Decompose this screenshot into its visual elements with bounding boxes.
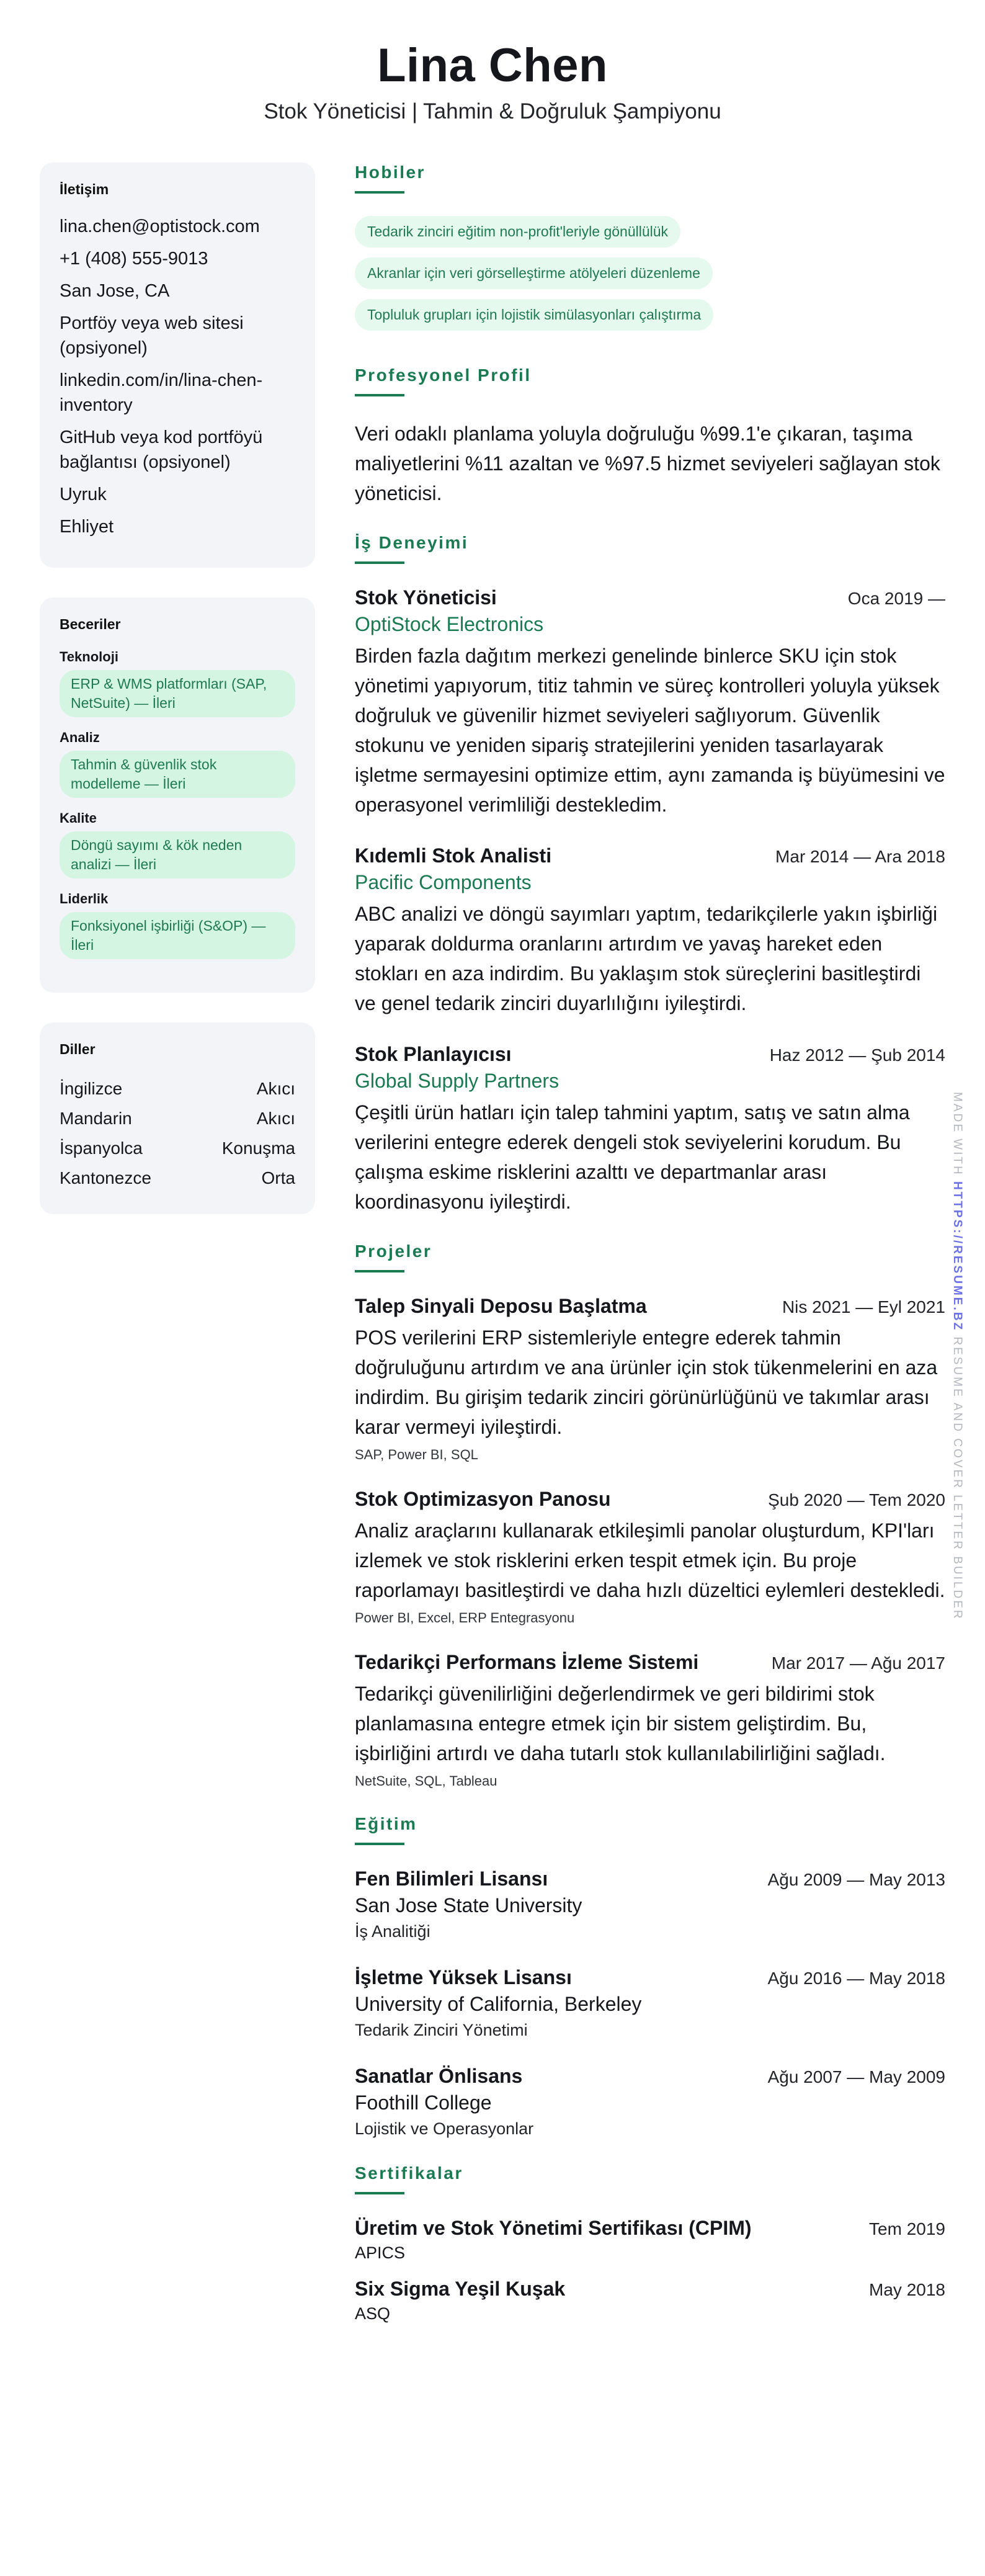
education-entry bbox=[355, 1867, 945, 1941]
education-entry bbox=[355, 2065, 945, 2139]
certification-date: Tem 2019 bbox=[869, 2219, 945, 2238]
builder-credit bbox=[950, 1092, 964, 1621]
contact-phone[interactable]: +1 (408) 555-9013 bbox=[60, 249, 208, 269]
certification-name: Üretim ve Stok Yönetimi Sertifikası (CPIM) bbox=[355, 2217, 752, 2239]
credit-link[interactable]: HTTPS://RESUME.BZ bbox=[951, 1181, 964, 1332]
section-title: Profesyonel Profil bbox=[355, 365, 532, 385]
certification-issuer: APICS bbox=[355, 2243, 406, 2262]
education-entry bbox=[355, 1966, 945, 2040]
project-date: Şub 2020 — Tem 2020 bbox=[768, 1490, 945, 1509]
education-date: Ağu 2007 — May 2009 bbox=[767, 2067, 945, 2086]
skill-group bbox=[60, 649, 295, 717]
languages-card bbox=[40, 1022, 315, 1214]
job-date: Haz 2012 — Şub 2014 bbox=[769, 1045, 945, 1065]
section-divider bbox=[355, 2192, 404, 2194]
section-title: Projeler bbox=[355, 1241, 432, 1261]
hobbies-section bbox=[355, 163, 945, 341]
certification-issuer: ASQ bbox=[355, 2304, 391, 2323]
experience-entry bbox=[355, 844, 945, 1018]
contact-linkedin[interactable]: linkedin.com/in/lina-chen-inventory bbox=[60, 370, 263, 415]
degree-name: Fen Bilimleri Lisansı bbox=[355, 1867, 548, 1890]
project-description: POS verilerini ERP sistemleriyle entegre ederek tahmin doğruluğunu artırdım ve ana ürünler için stok tükenmelerini en aza indirdim. Bu girişim tedarik zinciri görünürlüğünü ve takımlar arası karar vermeyi iyileştirdi. bbox=[355, 1326, 938, 1438]
resume-header bbox=[0, 0, 985, 124]
skill-group bbox=[60, 730, 295, 798]
project-name: Stok Optimizasyon Panosu bbox=[355, 1488, 611, 1510]
skill-category: Kalite bbox=[60, 810, 97, 826]
language-row bbox=[60, 1104, 295, 1134]
language-level: Konuşma bbox=[221, 1138, 295, 1158]
project-description: Analiz araçlarını kullanarak etkileşimli panolar oluşturdum, KPI'ları izlemek ve stok risklerini erken tespit etmek için. Bu proje raporlamayı basitleştirdi ve daha hızlı düzeltici eylemleri destekledi. bbox=[355, 1519, 945, 1601]
field-of-study: Tedarik Zinciri Yönetimi bbox=[355, 2021, 528, 2039]
hobby-pill: Akranlar için veri görselleştirme atölyeleri düzenleme bbox=[355, 257, 713, 289]
experience-entry bbox=[355, 1043, 945, 1217]
certifications-section bbox=[355, 2163, 945, 2323]
education-date: Ağu 2009 — May 2013 bbox=[767, 1870, 945, 1889]
language-name: Mandarin bbox=[60, 1109, 132, 1128]
language-name: İngilizce bbox=[60, 1079, 123, 1098]
project-date: Mar 2017 — Ağu 2017 bbox=[771, 1653, 945, 1673]
resume-body bbox=[40, 163, 945, 2348]
school-name: Foothill College bbox=[355, 2091, 492, 2114]
project-entry bbox=[355, 1488, 945, 1626]
project-name: Tedarikçi Performans İzleme Sistemi bbox=[355, 1651, 699, 1673]
project-tools: SAP, Power BI, SQL bbox=[355, 1447, 478, 1462]
job-date: Oca 2019 — bbox=[847, 589, 945, 608]
job-description: Birden fazla dağıtım merkezi genelinde binlerce SKU için stok yönetimi yapıyorum, titiz tahmin ve süreç kontrolleri yoluyla yüksek doğruluk ve güvenilir hizmet seviyeleri sağlıyorum. Güvenlik stokunu ve yeniden sipariş stratejilerini yeniden tasarlayarak işletme sermayesini optimize ettim, aynı zamanda iş büyümesini ve operasyonel verimliliği destekledim. bbox=[355, 645, 945, 816]
language-row bbox=[60, 1134, 295, 1163]
main-column bbox=[355, 163, 945, 2348]
section-divider bbox=[355, 561, 404, 564]
certification-date: May 2018 bbox=[869, 2280, 945, 2299]
credit-suffix: RESUME AND COVER LETTER BUILDER bbox=[951, 1336, 964, 1621]
section-title: İş Deneyimi bbox=[355, 533, 469, 552]
profile-text: Veri odaklı planlama yoluyla doğruluğu %99.1'e çıkaran, taşıma maliyetlerini %11 azaltan ve %97.5 hizmet seviyeleri sağlayan stok yöneticisi. bbox=[355, 423, 940, 504]
language-name: İspanyolca bbox=[60, 1138, 143, 1158]
experience-section bbox=[355, 533, 945, 1217]
section-title: Hobiler bbox=[355, 163, 426, 182]
contact-email[interactable]: lina.chen@optistock.com bbox=[60, 217, 260, 236]
school-name: San Jose State University bbox=[355, 1894, 582, 1916]
field-of-study: İş Analitiği bbox=[355, 1922, 430, 1941]
job-title: Stok Yöneticisi bbox=[355, 586, 497, 609]
job-title: Kıdemli Stok Analisti bbox=[355, 844, 552, 867]
contact-card bbox=[40, 163, 315, 568]
contact-portfolio: Portföy veya web sitesi (opsiyonel) bbox=[60, 313, 244, 358]
contact-title: İletişim bbox=[60, 181, 109, 197]
section-divider bbox=[355, 191, 404, 194]
education-section bbox=[355, 1814, 945, 2139]
languages-title: Diller bbox=[60, 1041, 96, 1057]
project-date: Nis 2021 — Eyl 2021 bbox=[782, 1297, 945, 1317]
company-name: Pacific Components bbox=[355, 871, 532, 893]
candidate-tagline: Stok Yöneticisi | Tahmin & Doğruluk Şampiyonu bbox=[264, 99, 721, 123]
job-date: Mar 2014 — Ara 2018 bbox=[775, 847, 945, 866]
skill-group bbox=[60, 810, 295, 879]
contact-github: GitHub veya kod portföyü bağlantısı (opsiyonel) bbox=[60, 427, 263, 472]
section-divider bbox=[355, 1270, 404, 1272]
skill-category: Teknoloji bbox=[60, 649, 118, 664]
language-level: Akıcı bbox=[256, 1079, 295, 1098]
school-name: University of California, Berkeley bbox=[355, 1993, 642, 2015]
job-title: Stok Planlayıcısı bbox=[355, 1043, 512, 1065]
candidate-name: Lina Chen bbox=[377, 39, 608, 92]
project-description: Tedarikçi güvenilirliğini değerlendirmek ve geri bildirimi stok planlamasına entegre etmek için bir sistem geliştirdim. Bu, işbirliğini artırdı ve daha tutarlı stok kullanılabilirliğini sağladı. bbox=[355, 1683, 886, 1764]
section-divider bbox=[355, 1843, 404, 1845]
skill-pill: Fonksiyonel işbirliği (S&OP) — İleri bbox=[60, 912, 295, 959]
degree-name: Sanatlar Önlisans bbox=[355, 2065, 523, 2087]
language-level: Orta bbox=[261, 1168, 295, 1187]
hobby-pill: Topluluk grupları için lojistik simülasyonları çalıştırma bbox=[355, 299, 713, 331]
profile-section bbox=[355, 365, 945, 508]
skill-category: Liderlik bbox=[60, 891, 109, 906]
project-tools: NetSuite, SQL, Tableau bbox=[355, 1773, 497, 1789]
field-of-study: Lojistik ve Operasyonlar bbox=[355, 2119, 534, 2138]
skill-pill: ERP & WMS platformları (SAP, NetSuite) — İleri bbox=[60, 670, 295, 717]
project-entry bbox=[355, 1295, 945, 1463]
job-description: Çeşitli ürün hatları için talep tahmini yaptım, satış ve satın alma verilerini entegre ederek dengeli stok seviyelerini korudum. Bu çalışma eskime risklerini azalttı ve departmanlar arası koordinasyonu iyileştirdi. bbox=[355, 1101, 910, 1213]
credit-prefix: MADE WITH bbox=[951, 1092, 964, 1176]
skill-pill: Tahmin & güvenlik stok modelleme — İleri bbox=[60, 751, 295, 798]
language-row bbox=[60, 1074, 295, 1104]
experience-entry bbox=[355, 586, 945, 820]
section-title: Sertifikalar bbox=[355, 2163, 463, 2183]
skill-pill: Döngü sayımı & kök neden analizi — İleri bbox=[60, 831, 295, 879]
skill-group bbox=[60, 891, 295, 959]
certification-name: Six Sigma Yeşil Kuşak bbox=[355, 2278, 566, 2300]
education-date: Ağu 2016 — May 2018 bbox=[767, 1969, 945, 1988]
skills-card bbox=[40, 597, 315, 993]
language-level: Akıcı bbox=[256, 1109, 295, 1128]
section-divider bbox=[355, 394, 404, 396]
company-name: OptiStock Electronics bbox=[355, 613, 544, 635]
skills-title: Beceriler bbox=[60, 616, 121, 632]
contact-license: Ehliyet bbox=[60, 517, 114, 537]
sidebar bbox=[40, 163, 315, 2348]
language-row bbox=[60, 1163, 295, 1193]
certification-entry bbox=[355, 2278, 945, 2323]
degree-name: İşletme Yüksek Lisansı bbox=[355, 1966, 572, 1988]
job-description: ABC analizi ve döngü sayımları yaptım, tedarikçilerle yakın işbirliği yaparak doldurma oranlarını artırdım ve yavaş hareket eden stokları en aza indirdim. Bu yaklaşım stok süreçlerini basitleştirdi ve genel tedarik zinciri duyarlılığını iyileştirdi. bbox=[355, 903, 938, 1014]
certification-entry bbox=[355, 2217, 945, 2263]
language-name: Kantonezce bbox=[60, 1168, 151, 1187]
project-tools: Power BI, Excel, ERP Entegrasyonu bbox=[355, 1610, 575, 1626]
section-title: Eğitim bbox=[355, 1814, 417, 1833]
skill-category: Analiz bbox=[60, 730, 100, 745]
hobby-pill: Tedarik zinciri eğitim non-profit'leriyle gönüllülük bbox=[355, 216, 680, 248]
project-entry bbox=[355, 1651, 945, 1789]
company-name: Global Supply Partners bbox=[355, 1070, 559, 1092]
contact-location: San Jose, CA bbox=[60, 281, 170, 301]
project-name: Talep Sinyali Deposu Başlatma bbox=[355, 1295, 647, 1317]
contact-nationality: Uyruk bbox=[60, 485, 107, 504]
projects-section bbox=[355, 1241, 945, 1789]
